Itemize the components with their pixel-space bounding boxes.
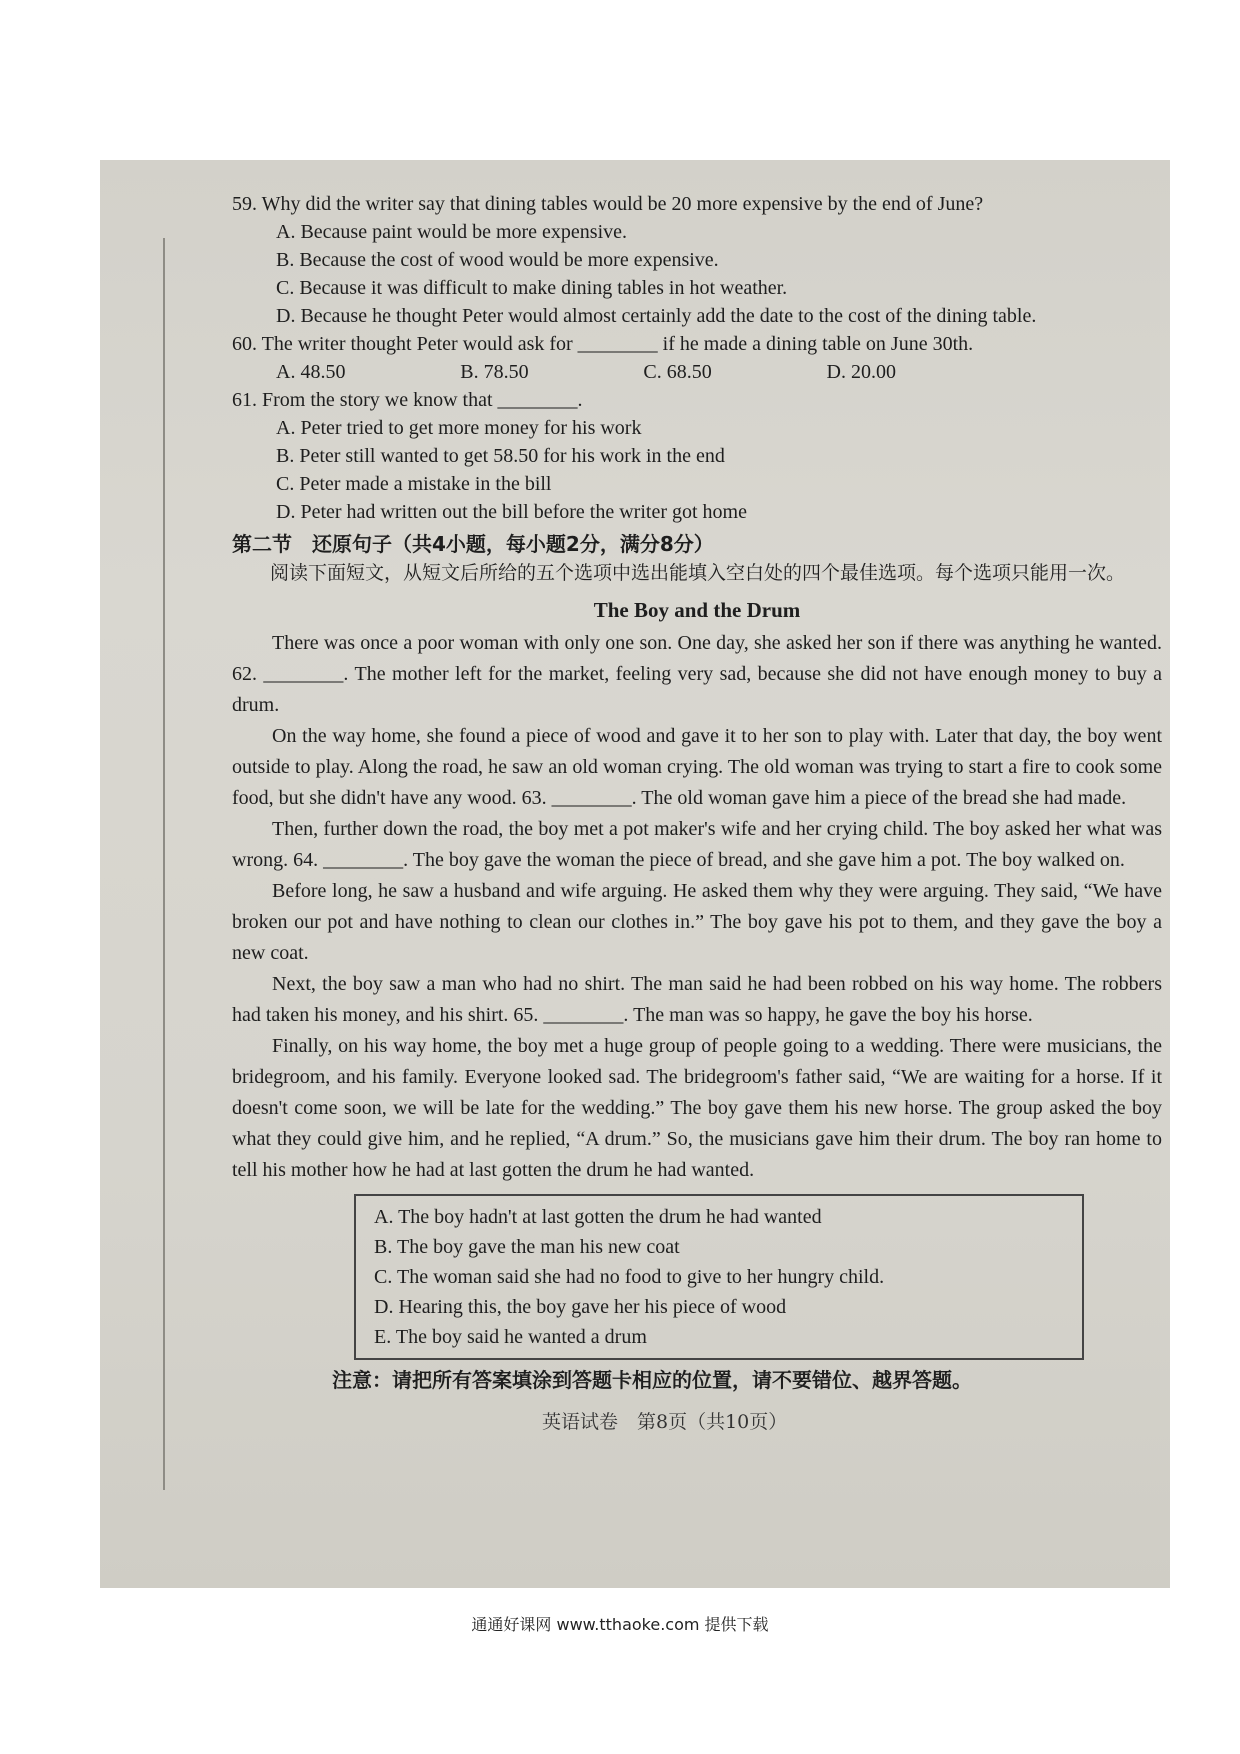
notice: 注意：请把所有答案填涂到答题卡相应的位置，请不要错位、越界答题。 <box>332 1368 972 1392</box>
choice: E. The boy said he wanted a drum <box>374 1326 647 1348</box>
option: C. 68.50 <box>643 361 712 383</box>
option: C. Because it was difficult to make dining tables in hot weather. <box>276 277 788 299</box>
question-stem: 61. From the story we know that ________. <box>232 389 583 411</box>
question-61 <box>232 386 1162 526</box>
option: D. Peter had written out the bill before the writer got home <box>276 501 747 523</box>
exam-sheet <box>232 190 1162 1580</box>
passage-paragraph: On the way home, she found a piece of wood and gave it to her son to play with. Later that day, the boy went outside to play. Along the road, he saw an old woman crying. The old woman was trying to start a fire to cook some food, but she didn't have any wood. 63. ________. The old woman gave him a piece of the bread she had made. <box>232 725 1162 809</box>
option: D. Because he thought Peter would almost certainly add the date to the cost of the dining table. <box>276 305 1037 327</box>
choice: B. The boy gave the man his new coat <box>374 1236 680 1258</box>
passage-paragraph: There was once a poor woman with only one son. One day, she asked her son if there was anything he wanted. 62. ________. The mother left for the market, feeling very sad, because she did not have enough money to buy a drum. <box>232 632 1162 716</box>
choice: A. The boy hadn't at last gotten the drum he had wanted <box>374 1206 822 1228</box>
question-59 <box>232 190 1162 330</box>
choice: D. Hearing this, the boy gave her his piece of wood <box>374 1296 787 1318</box>
option: C. Peter made a mistake in the bill <box>276 473 552 495</box>
answer-choices-box <box>354 1194 1084 1360</box>
option-list <box>232 358 896 386</box>
choice: C. The woman said she had no food to give to her hungry child. <box>374 1266 885 1288</box>
passage-paragraph: Before long, he saw a husband and wife arguing. He asked them why they were arguing. They said, “We have broken our pot and have nothing to clean our clothes in.” The boy gave his pot to them, and they gave the boy a new coat. <box>232 880 1162 964</box>
option: A. Peter tried to get more money for his work <box>276 417 642 439</box>
option: A. Because paint would be more expensive. <box>276 221 628 243</box>
question-stem: 60. The writer thought Peter would ask for ________ if he made a dining table on June 30th. <box>232 333 974 355</box>
passage-paragraph: Finally, on his way home, the boy met a huge group of people going to a wedding. There were musicians, the bridegroom, and his family. Everyone looked sad. The bridegroom's father said, “We are waiting for a horse. If it doesn't come soon, we will be late for the wedding.” The boy gave them his new horse. The group asked the boy what they could give him, and he replied, “A drum.” So, the musicians gave him their drum. The boy ran home to tell his mother how he had at last gotten the drum he had wanted. <box>232 1035 1162 1181</box>
option: B. Peter still wanted to get 58.50 for his work in the end <box>276 445 725 467</box>
option-list <box>232 414 1162 526</box>
passage-title: The Boy and the Drum <box>593 598 801 622</box>
option: A. 48.50 <box>276 361 346 383</box>
option: D. 20.00 <box>826 361 896 383</box>
section-description: 阅读下面短文，从短文后所给的五个选项中选出能填入空白处的四个最佳选项。每个选项只能用一次。 <box>270 562 1126 584</box>
option: B. 78.50 <box>460 361 529 383</box>
question-stem: 59. Why did the writer say that dining tables would be 20 more expensive by the end of June? <box>232 193 984 215</box>
question-60 <box>232 330 1162 386</box>
section-title: 第二节 还原句子（共4小题，每小题2分，满分8分） <box>232 532 714 556</box>
passage-paragraph: Then, further down the road, the boy met a pot maker's wife and her crying child. The boy asked her what was wrong. 64. ________. The boy gave the woman the piece of bread, and she gave him a pot. The boy walked on. <box>232 818 1162 871</box>
scanned-page-photo <box>100 160 1170 1588</box>
passage-paragraph: Next, the boy saw a man who had no shirt. The man said he had been robbed on his way home. The robbers had taken his money, and his shirt. 65. ________. The man was so happy, he gave the boy his horse. <box>232 973 1162 1026</box>
option-list <box>232 218 1162 330</box>
option: B. Because the cost of wood would be more expensive. <box>276 249 719 271</box>
download-caption: 通通好课网 www.tthaoke.com 提供下载 <box>471 1615 769 1634</box>
page-footer: 英语试卷 第8页（共10页） <box>542 1411 788 1433</box>
margin-line <box>163 238 165 1490</box>
